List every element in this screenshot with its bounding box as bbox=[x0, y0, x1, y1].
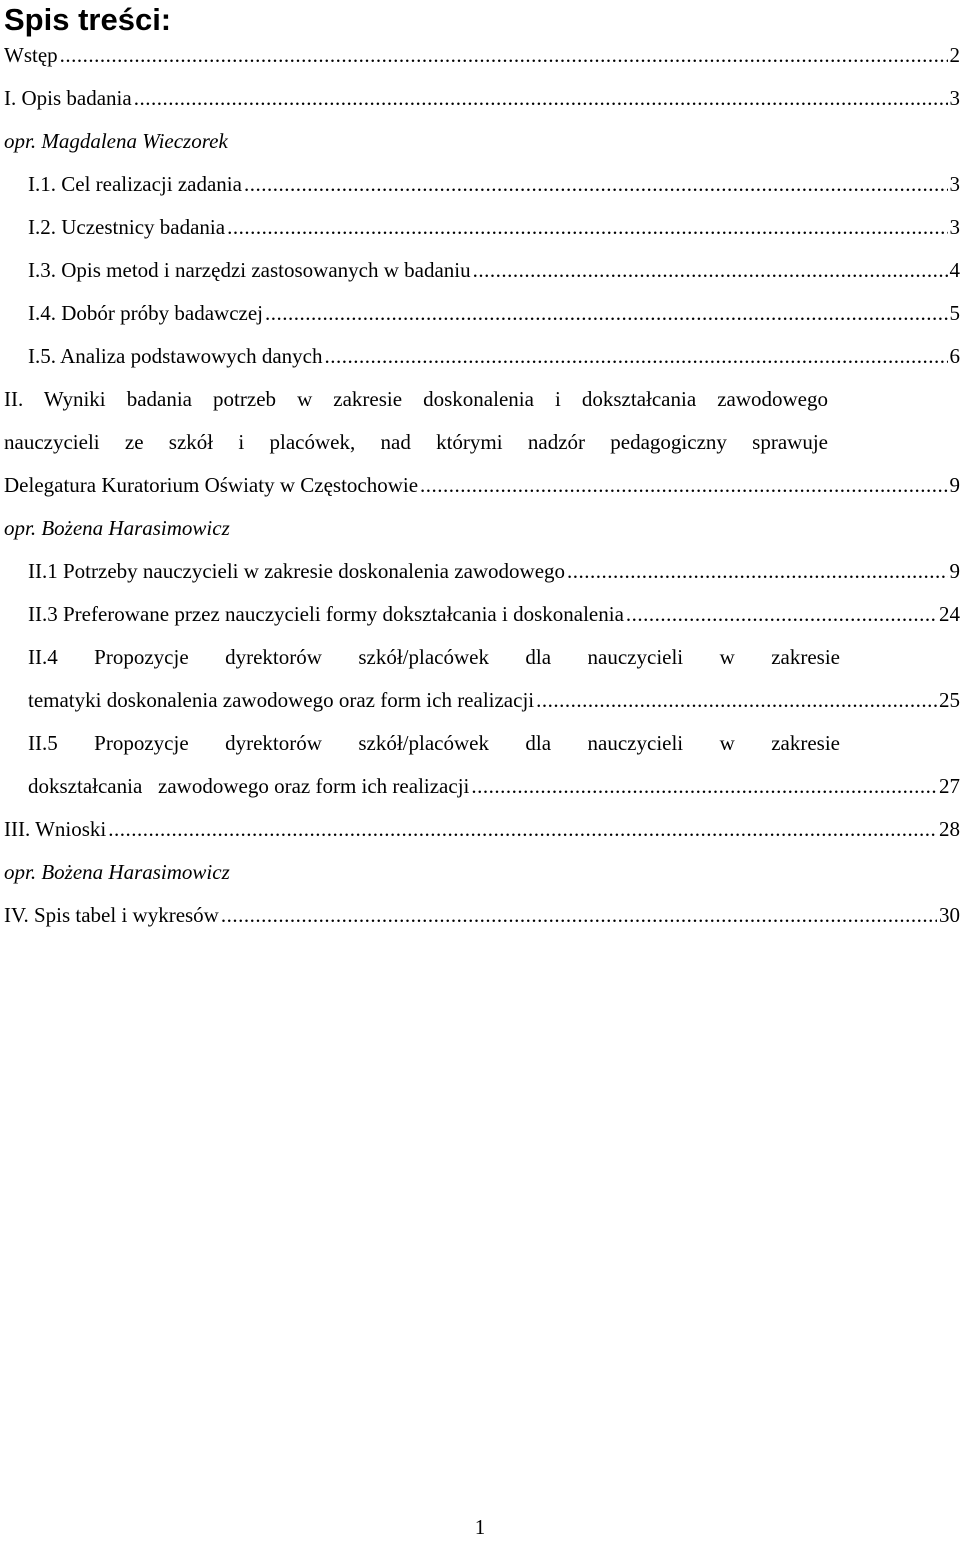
toc-entry-text: Wstęp bbox=[4, 40, 58, 70]
toc-entry-text: III. Wnioski bbox=[4, 814, 106, 844]
toc-entry-iii[interactable] bbox=[4, 814, 960, 844]
toc-entry-text: I. Opis badania bbox=[4, 83, 132, 113]
toc-author: opr. Magdalena Wieczorek bbox=[4, 126, 960, 156]
dot-leader bbox=[626, 599, 937, 629]
toc-page-number: 6 bbox=[950, 341, 960, 371]
toc-title: Spis treści: bbox=[4, 2, 171, 38]
toc-page-number: 30 bbox=[939, 900, 960, 930]
dot-leader bbox=[221, 900, 937, 930]
dot-leader bbox=[108, 814, 937, 844]
toc-page-number: 9 bbox=[950, 556, 960, 586]
toc-entry-text: I.1. Cel realizacji zadania bbox=[28, 169, 242, 199]
toc-entry-i1[interactable] bbox=[28, 169, 960, 199]
toc-entry-ii-line2[interactable]: nauczycieli ze szkół i placówek, nad którymi nadzór pedagogiczny sprawuje bbox=[4, 427, 828, 457]
dot-leader bbox=[265, 298, 948, 328]
dot-leader bbox=[325, 341, 948, 371]
toc-entry-wstep[interactable] bbox=[4, 40, 960, 70]
toc-entry-text: I.2. Uczestnicy badania bbox=[28, 212, 225, 242]
toc-page-number: 5 bbox=[950, 298, 960, 328]
toc-entry-text: Delegatura Kuratorium Oświaty w Częstochowie bbox=[4, 470, 418, 500]
toc-author: opr. Bożena Harasimowicz bbox=[4, 513, 960, 543]
toc-page-number: 27 bbox=[939, 771, 960, 801]
dot-leader bbox=[134, 83, 948, 113]
toc-page-number: 28 bbox=[939, 814, 960, 844]
toc-entry-text: dokształcania zawodowego oraz form ich realizacji bbox=[28, 771, 469, 801]
toc-entry-ii-line1[interactable]: II. Wyniki badania potrzeb w zakresie doskonalenia i dokształcania zawodowego bbox=[4, 384, 828, 414]
toc-entry-text: I.5. Analiza podstawowych danych bbox=[28, 341, 323, 371]
toc-entry-i3[interactable] bbox=[28, 255, 960, 285]
dot-leader bbox=[471, 771, 937, 801]
toc-page-number: 3 bbox=[950, 169, 960, 199]
toc-entry-i5[interactable] bbox=[28, 341, 960, 371]
toc-entry-iv[interactable] bbox=[4, 900, 960, 930]
dot-leader bbox=[420, 470, 947, 500]
toc-entry-i4[interactable] bbox=[28, 298, 960, 328]
toc-entry-text: I.3. Opis metod i narzędzi zastosowanych w badaniu bbox=[28, 255, 471, 285]
toc-entry-i2[interactable] bbox=[28, 212, 960, 242]
toc-page-number: 25 bbox=[939, 685, 960, 715]
toc-entry-ii4-line1[interactable]: II.4 Propozycje dyrektorów szkół/placówek dla nauczycieli w zakresie bbox=[28, 642, 840, 672]
toc-page-number: 3 bbox=[950, 212, 960, 242]
toc-entry-text: IV. Spis tabel i wykresów bbox=[4, 900, 219, 930]
toc-entry-opis-badania[interactable] bbox=[4, 83, 960, 113]
toc-entry-text: II.3 Preferowane przez nauczycieli formy dokształcania i doskonalenia bbox=[28, 599, 624, 629]
dot-leader bbox=[567, 556, 947, 586]
toc-page-number: 2 bbox=[950, 40, 960, 70]
dot-leader bbox=[227, 212, 947, 242]
toc-entry-ii4-line2[interactable] bbox=[28, 685, 960, 715]
dot-leader bbox=[473, 255, 948, 285]
toc-entry-ii5-line2[interactable] bbox=[28, 771, 960, 801]
page-number: 1 bbox=[0, 1512, 960, 1542]
toc-entry-ii1[interactable] bbox=[28, 556, 960, 586]
toc-entry-text: II.1 Potrzeby nauczycieli w zakresie doskonalenia zawodowego bbox=[28, 556, 565, 586]
dot-leader bbox=[536, 685, 937, 715]
toc-entry-text: I.4. Dobór próby badawczej bbox=[28, 298, 263, 328]
dot-leader bbox=[244, 169, 948, 199]
toc-author: opr. Bożena Harasimowicz bbox=[4, 857, 960, 887]
toc-page-number: 9 bbox=[950, 470, 960, 500]
toc-entry-ii3[interactable] bbox=[28, 599, 960, 629]
toc-entry-ii5-line1[interactable]: II.5 Propozycje dyrektorów szkół/placówek dla nauczycieli w zakresie bbox=[28, 728, 840, 758]
toc-page-number: 3 bbox=[950, 83, 960, 113]
toc-page-number: 24 bbox=[939, 599, 960, 629]
dot-leader bbox=[60, 40, 948, 70]
toc-entry-text: tematyki doskonalenia zawodowego oraz form ich realizacji bbox=[28, 685, 534, 715]
toc-entry-ii-line3[interactable] bbox=[4, 470, 960, 500]
toc-page-number: 4 bbox=[950, 255, 960, 285]
